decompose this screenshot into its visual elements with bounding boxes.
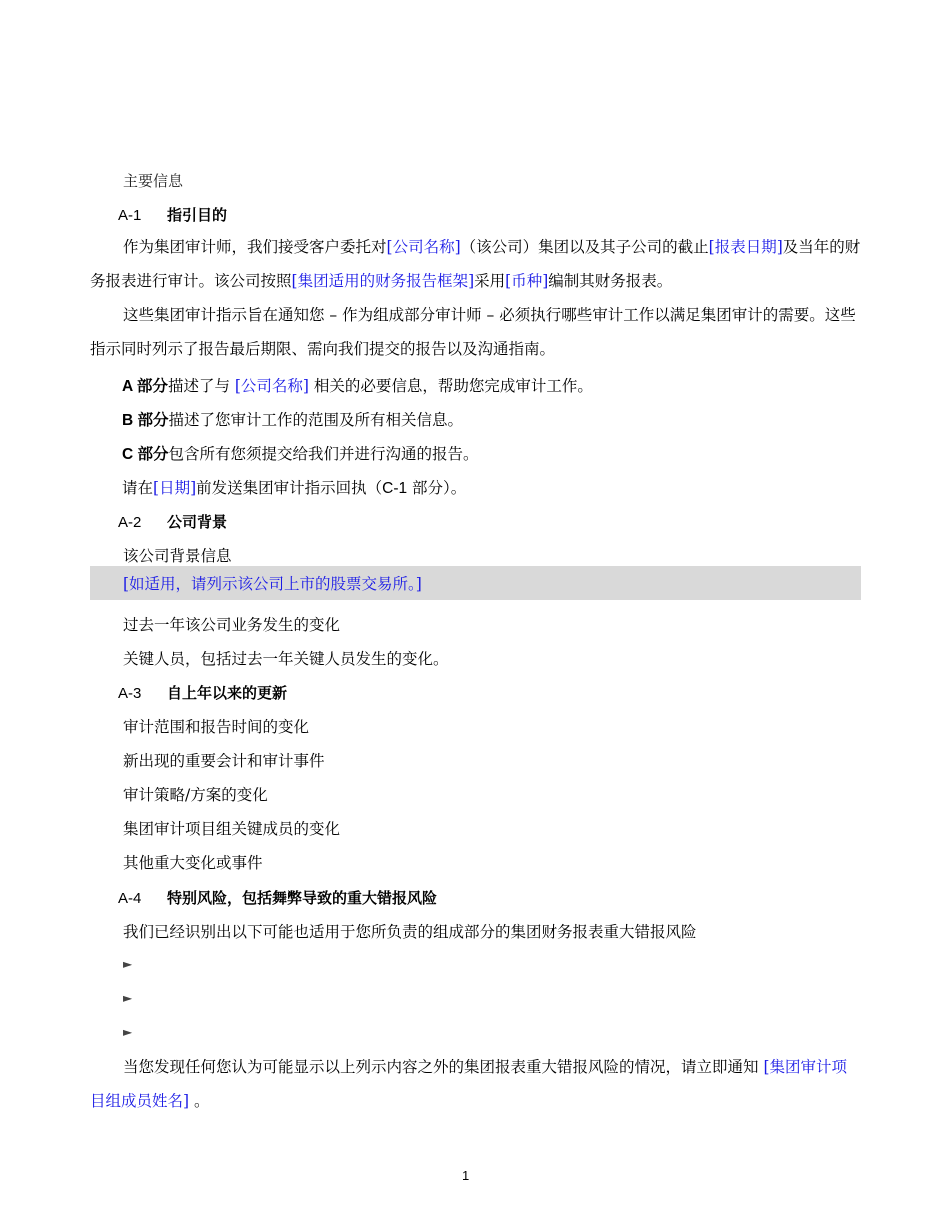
a2-item: 该公司背景信息	[123, 547, 232, 565]
part-c-line: C 部分包含所有您须提交给我们并进行沟通的报告。	[122, 445, 479, 463]
part-b-label: B 部分	[122, 412, 169, 429]
part-c-label: C 部分	[122, 446, 169, 463]
heading-a4-title: 特别风险，包括舞弊导致的重大错报风险	[167, 890, 438, 907]
a2-item: 关键人员，包括过去一年关键人员发生的变化。	[123, 650, 449, 668]
placeholder-currency: [币种]	[505, 272, 549, 290]
heading-a2-title: 公司背景	[167, 514, 228, 531]
a3-item: 审计范围和报告时间的变化	[123, 718, 310, 736]
bullet-marker-icon: ►	[123, 957, 133, 971]
heading-a1-number: A-1	[118, 207, 142, 224]
a4-intro: 我们已经识别出以下可能也适用于您所负责的组成部分的集团财务报表重大错报风险	[123, 923, 697, 941]
send-receipt-line: 请在[日期]前发送集团审计指示回执（C-1 部分）。	[122, 479, 467, 497]
placeholder-team-member-name: [集团审计项目组成员姓名]	[90, 1058, 847, 1110]
placeholder-stock-exchange: [如适用，请列示该公司上市的股票交易所。]	[123, 575, 422, 593]
placeholder-company-name: [公司名称]	[386, 238, 461, 256]
heading-a1	[118, 204, 227, 225]
a3-item: 其他重大变化或事件	[123, 854, 263, 872]
section-title: 主要信息	[123, 173, 184, 190]
heading-a2-number: A-2	[118, 514, 142, 531]
heading-a2	[118, 511, 227, 532]
page-number: 1	[462, 1168, 470, 1183]
heading-a3-title: 自上年以来的更新	[167, 685, 288, 702]
a2-item: 过去一年该公司业务发生的变化	[123, 616, 341, 634]
paragraph-notify: 当您发现任何您认为可能显示以上列示内容之外的集团报表重大错报风险的情况，请立即通知 [集团审计项目组成员姓名] 。	[90, 1058, 847, 1110]
paragraph-instructions: 这些集团审计指示旨在通知您 – 作为组成部分审计师 – 必须执行哪些审计工作以满足集团审计的需要。这些指示同时列示了报告最后期限、需向我们提交的报告以及沟通指南。	[90, 306, 856, 358]
a3-item: 审计策略/方案的变化	[123, 786, 268, 804]
placeholder-date: [日期]	[153, 479, 197, 497]
paragraph-purpose: 作为集团审计师，我们接受客户委托对[公司名称]（该公司）集团以及其子公司的截止[报表日期]及当年的财务报表进行审计。该公司按照[集团适用的财务报告框架]采用[币种]编制其财务报表。	[90, 238, 861, 290]
heading-a3-number: A-3	[118, 685, 142, 702]
heading-a3	[118, 682, 287, 703]
part-b-line: B 部分描述了您审计工作的范围及所有相关信息。	[122, 411, 464, 429]
placeholder-reporting-framework: [集团适用的财务报告框架]	[291, 272, 475, 290]
bullet-marker-icon: ►	[123, 991, 133, 1005]
placeholder-report-date: [报表日期]	[708, 238, 783, 256]
heading-a4	[118, 887, 437, 908]
highlight-band	[90, 566, 861, 600]
part-a-line: A 部分描述了与 [公司名称] 相关的必要信息，帮助您完成审计工作。	[122, 377, 593, 395]
placeholder-company-name-2: [公司名称]	[234, 377, 309, 395]
bullet-marker-icon: ►	[123, 1025, 133, 1039]
a3-item: 新出现的重要会计和审计事件	[123, 752, 325, 770]
part-a-label: A 部分	[122, 378, 168, 395]
a3-item: 集团审计项目组关键成员的变化	[123, 820, 341, 838]
reference-c1: C-1	[382, 480, 408, 497]
heading-a4-number: A-4	[118, 890, 142, 907]
heading-a1-title: 指引目的	[167, 207, 228, 224]
